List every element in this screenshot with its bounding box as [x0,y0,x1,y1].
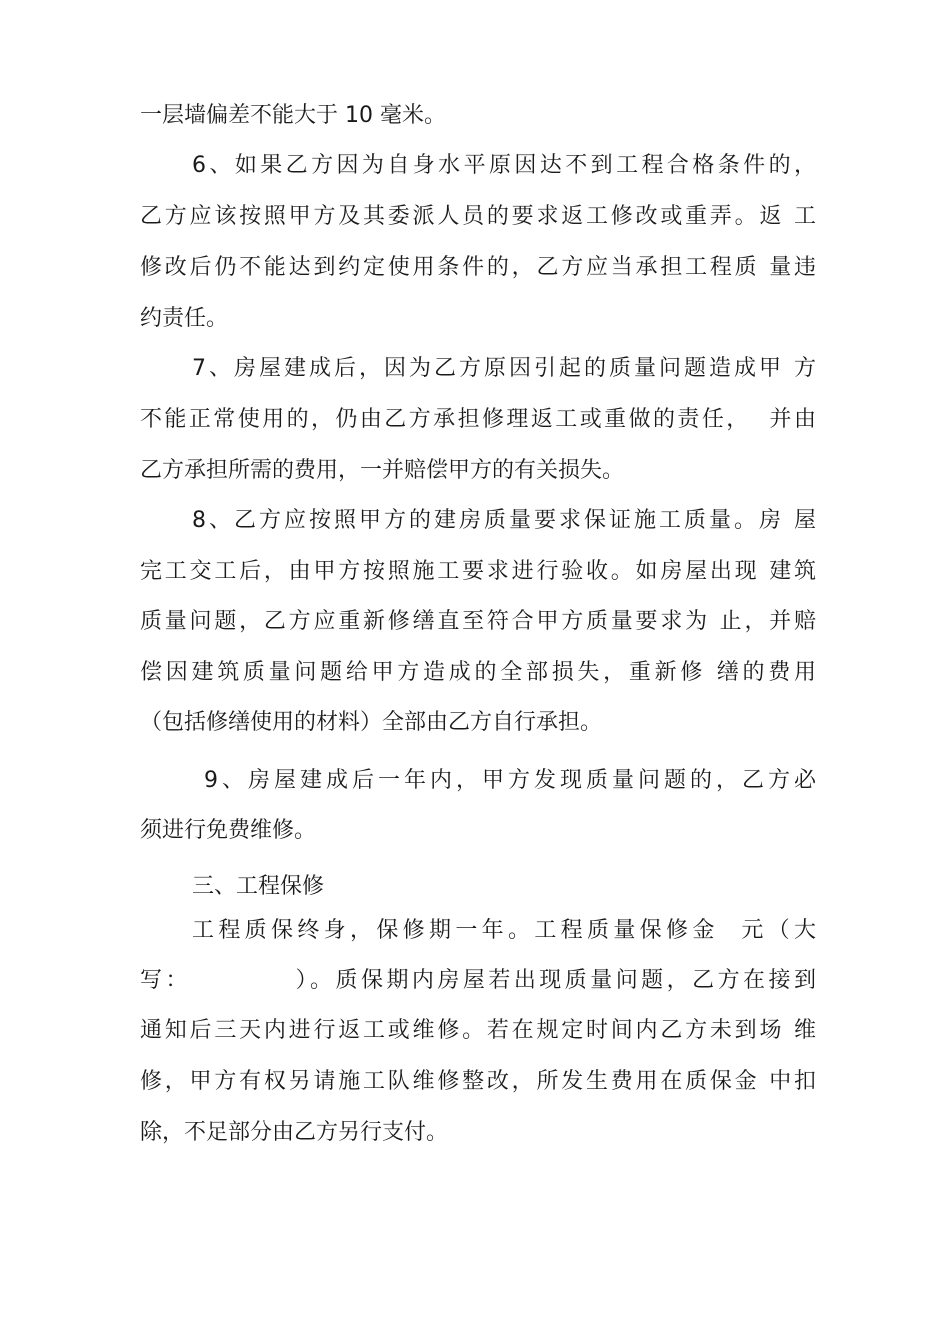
text-line: 除，不足部分由乙方另行支付。 [140,1120,449,1145]
text-line: 乙方应该按照甲方及其委派人员的要求返工修改或重弄。返 工 [140,204,816,229]
text-line: 质量问题，乙方应重新修缮直至符合甲方质量要求为 止，并赔 [140,609,816,634]
text-line: 不能正常使用的，仍由乙方承担修理返工或重做的责任， 并由 [140,407,816,432]
clause-7-line: 7、房屋建成后，因为乙方原因引起的质量问题造成甲 方 [192,356,816,381]
text-line: 须进行免费维修。 [140,818,317,843]
text-line: 通知后三天内进行返工或维修。若在规定时间内乙方未到场 维 [140,1018,816,1043]
text-line: 修改后仍不能达到约定使用条件的，乙方应当承担工程质 量违 [140,255,816,280]
clause-6-line: 6、如果乙方因为自身水平原因达不到工程合格条件的， [192,153,816,178]
section-heading: 三、工程保修 [192,874,325,899]
text-line: 一层墙偏差不能大于 10 毫米。 [140,103,446,128]
text-line: 约责任。 [140,306,229,331]
text-line: 完工交工后，由甲方按照施工要求进行验收。如房屋出现 建筑 [140,559,816,584]
text-line: 修，甲方有权另请施工队维修整改，所发生费用在质保金 中扣 [140,1069,816,1094]
clause-8-line: 8、乙方应按照甲方的建房质量要求保证施工质量。房 屋 [192,508,816,533]
clause-9-line: 9、房屋建成后一年内，甲方发现质量问题的，乙方必 [204,768,816,793]
text-line: 写： ）。质保期内房屋若出现质量问题，乙方在接到 [140,968,816,993]
text-line: 乙方承担所需的费用，一并赔偿甲方的有关损失。 [140,458,625,483]
text-line: 偿因建筑质量问题给甲方造成的全部损失，重新修 缮的费用 [140,660,816,685]
text-line: （包括修缮使用的材料）全部由乙方自行承担。 [140,710,603,735]
warranty-line: 工程质保终身，保修期一年。工程质量保修金 元（大 [192,918,816,943]
